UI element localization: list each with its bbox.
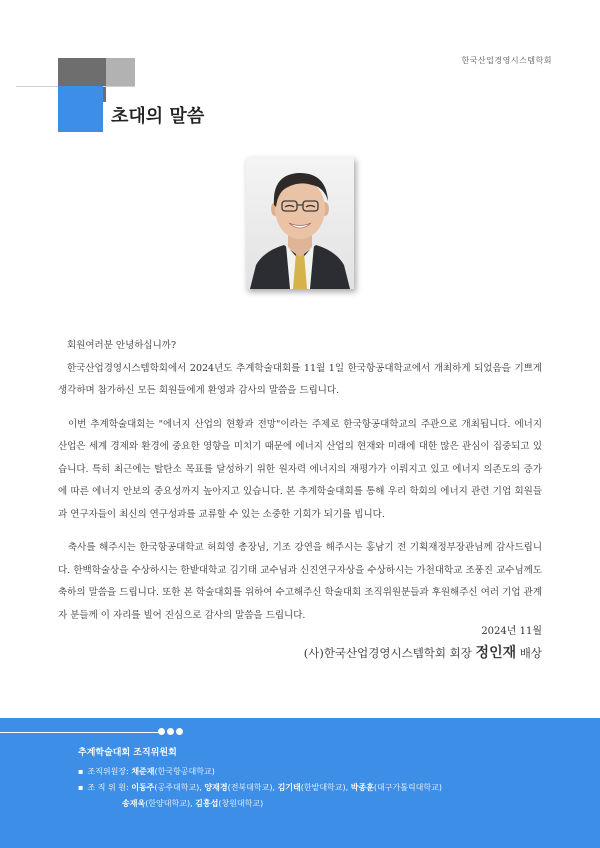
letter-body <box>58 335 542 627</box>
title-decoration-blue <box>58 86 103 132</box>
member-name: 김흥섭 <box>195 799 219 808</box>
committee-footer <box>0 718 600 848</box>
greeting: 회원여러분 안녕하십니까? <box>67 340 177 351</box>
member-name: 이동주 <box>131 783 155 792</box>
signature-closing: 배상 <box>519 646 542 660</box>
member-affiliation: (한양대학교) <box>145 799 191 808</box>
committee-members-line: ▪ 조 직 위 원: 이동주(공주대학교), 양재경(전북대학교), 김기태(한밭대학교), 박종훈(대구가톨릭대학교) <box>78 783 442 792</box>
letter-date: 2024년 11월 <box>481 626 542 637</box>
title-decoration-gray <box>106 58 135 86</box>
members-label: 조 직 위 원: <box>87 783 129 792</box>
signature <box>304 642 542 662</box>
paragraph-theme: 이번 추계학술대회는 "에너지 산업의 현황과 전망"이라는 주제로 한국항공대학교의 주관으로 개최됩니다. 에너지 산업은 세계 경제와 환경에 중요한 영향을 미치기 때문에 에너지 산업의 현재와 미래에 대한 많은 관심이 집중되고 있습니다. 특히 최근에는 탈탄소 목표를 달성하기 위한 원자력 에너지의 재평가가 이뤄지고 있고 에너지 의존도의 증가에 따른 에너지 안보의 중요성까지 높아지고 있습니다. 본 추계학술대회를 통해 우리 학회의 에너지 관련 기업 회원들과 연구자들이 최신의 연구성과를 교류할 수 있는 소중한 기회가 되기를 빕니다. <box>58 418 542 520</box>
signature-title: (사)한국산업경영시스템학회 회장 <box>303 646 472 660</box>
bullet-icon: ▪ <box>78 767 84 776</box>
footer-dot <box>167 728 174 735</box>
committee-members-line-continued: 송재욱(한양대학교), 김흥섭(창원대학교) <box>122 799 264 808</box>
member-name: 양재경 <box>204 783 228 792</box>
member-affiliation: (대구가톨릭대학교) <box>373 783 442 792</box>
footer-divider-line <box>0 732 158 733</box>
signer-name: 정인재 <box>475 645 517 661</box>
member-affiliation: (공주대학교) <box>154 783 200 792</box>
chair-label: 조직위원장: <box>87 767 129 776</box>
member-name: 송재욱 <box>122 799 146 808</box>
chair-name: 채준재 <box>131 767 155 776</box>
committee-title: 추계학술대회 조직위원회 <box>78 748 177 758</box>
president-portrait <box>246 157 354 289</box>
member-affiliation: (한밭대학교) <box>300 783 346 792</box>
bullet-icon: ▪ <box>78 783 84 792</box>
committee-chair-line <box>78 766 215 777</box>
society-name: 한국산업경영시스템학회 <box>461 56 552 65</box>
paragraph-intro: 한국산업경영시스템학회에서 2024년도 추계학술대회를 11월 1일 한국항공대학교에서 개최하게 되었음을 기쁘게 생각하며 참가하신 모든 회원들에게 환영과 감사의 말씀을 드립니다. <box>58 362 542 396</box>
member-affiliation: (전북대학교) <box>227 783 273 792</box>
member-name: 박종훈 <box>350 783 374 792</box>
member-affiliation: (창원대학교) <box>218 799 264 808</box>
footer-dots-decoration <box>158 728 183 735</box>
page-title: 초대의 말씀 <box>111 106 205 127</box>
chair-affiliation: (한국항공대학교) <box>154 767 215 776</box>
paragraph-thanks: 축사를 해주시는 한국항공대학교 허희영 총장님, 기조 강연을 해주시는 홍남기 전 기획재정부장관님께 감사드립니다. 한백학술상을 수상하시는 한밭대학교 김기태 교수님과 신진연구자상을 수상하시는 가천대학교 조풍진 교수님께도 축하의 말씀을 드립니다. 또한 본 학술대회를 위하여 수고해주신 학술대회 조직위원분들과 후원해주신 여러 기업 관계자 분들께 이 자리를 빌어 진심으로 감사의 말씀을 드립니다. <box>58 542 542 621</box>
member-name: 김기태 <box>277 783 301 792</box>
footer-dot <box>176 728 183 735</box>
footer-dot <box>158 728 165 735</box>
